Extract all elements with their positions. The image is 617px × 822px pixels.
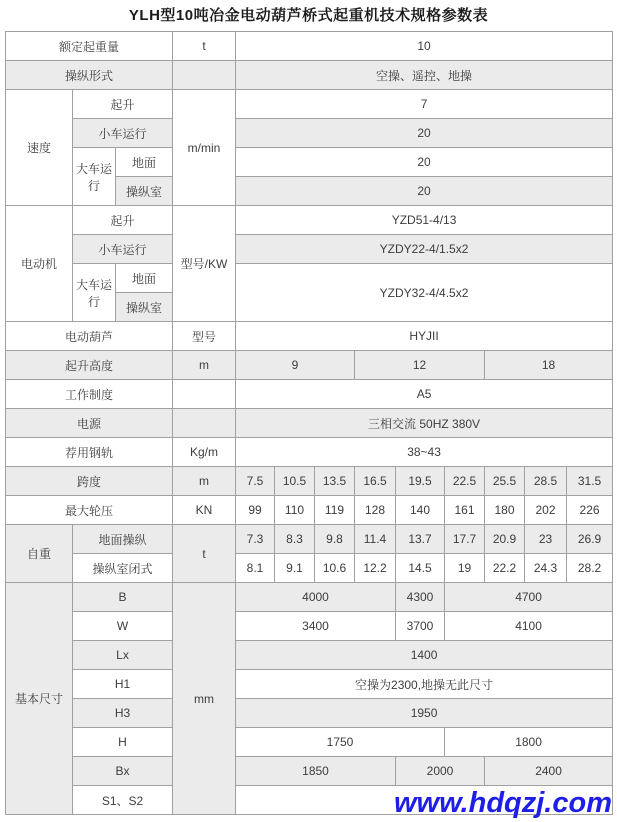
table-cell (173, 61, 236, 90)
table-cell: 地面 (116, 148, 173, 177)
table-cell: H3 (73, 699, 173, 728)
table-cell: 99 (236, 496, 275, 525)
table-cell: A5 (236, 380, 613, 409)
table-cell: 9.1 (275, 554, 315, 583)
table-cell (173, 380, 236, 409)
table-cell: 26.9 (567, 525, 613, 554)
table-cell: W (73, 612, 173, 641)
table-cell: 23 (525, 525, 567, 554)
table-cell: 电动葫芦 (6, 322, 173, 351)
table-cell: 10 (236, 32, 613, 61)
table-cell: 12.2 (355, 554, 396, 583)
table-cell: 1800 (445, 728, 613, 757)
table-cell: 1400 (236, 641, 613, 670)
table-row (6, 148, 613, 177)
table-row (6, 90, 613, 119)
spec-table (5, 31, 613, 815)
table-row (6, 728, 613, 757)
watermark-link[interactable]: www.hdqzj.com (393, 787, 612, 819)
table-cell: 22.5 (445, 467, 485, 496)
table-cell: 16.5 (355, 467, 396, 496)
table-cell: 小车运行 (73, 119, 173, 148)
table-cell: t (173, 32, 236, 61)
table-cell: 202 (525, 496, 567, 525)
table-row (6, 583, 613, 612)
table-row (6, 61, 613, 90)
table-cell: 空操、遥控、地操 (236, 61, 613, 90)
table-row (6, 757, 613, 786)
table-cell: 型号/KW (173, 206, 236, 322)
table-cell: 180 (485, 496, 525, 525)
table-cell: 大车运行 (73, 148, 116, 206)
table-cell: m (173, 351, 236, 380)
table-row (6, 32, 613, 61)
table-cell: 128 (355, 496, 396, 525)
table-cell: 1850 (236, 757, 396, 786)
table-cell: 161 (445, 496, 485, 525)
table-cell: 119 (315, 496, 355, 525)
table-row (6, 467, 613, 496)
table-cell: m/min (173, 90, 236, 206)
table-cell: 速度 (6, 90, 73, 206)
table-cell: 4700 (445, 583, 613, 612)
table-cell (173, 409, 236, 438)
table-cell: Lx (73, 641, 173, 670)
table-cell: Bx (73, 757, 173, 786)
table-cell: 110 (275, 496, 315, 525)
table-cell: KN (173, 496, 236, 525)
table-cell: mm (173, 583, 236, 815)
table-cell: 11.4 (355, 525, 396, 554)
table-cell: 22.2 (485, 554, 525, 583)
table-cell: 3400 (236, 612, 396, 641)
table-cell: 操纵形式 (6, 61, 173, 90)
table-cell: 10.5 (275, 467, 315, 496)
table-cell: 额定起重量 (6, 32, 173, 61)
table-row (6, 525, 613, 554)
table-cell: 3700 (396, 612, 445, 641)
table-cell: 1950 (236, 699, 613, 728)
table-cell: 荐用钢轨 (6, 438, 173, 467)
table-cell: 28.2 (567, 554, 613, 583)
table-cell: 20 (236, 177, 613, 206)
table-cell: 起升 (73, 206, 173, 235)
table-row (6, 641, 613, 670)
table-cell: 4000 (236, 583, 396, 612)
table-row (6, 554, 613, 583)
table-cell: 小车运行 (73, 235, 173, 264)
table-row (6, 699, 613, 728)
table-row (6, 409, 613, 438)
table-cell: 4100 (445, 612, 613, 641)
table-row (6, 612, 613, 641)
table-cell: 18 (485, 351, 613, 380)
table-cell: 大车运行 (73, 264, 116, 322)
table-cell: 起升 (73, 90, 173, 119)
table-cell: 24.3 (525, 554, 567, 583)
table-cell: 7 (236, 90, 613, 119)
spec-table-body (6, 32, 613, 815)
table-row (6, 322, 613, 351)
table-cell: 最大轮压 (6, 496, 173, 525)
table-cell: 226 (567, 496, 613, 525)
table-cell: 17.7 (445, 525, 485, 554)
page-title: YLH型10吨冶金电动葫芦桥式起重机技术规格参数表 (128, 7, 489, 24)
table-cell: 28.5 (525, 467, 567, 496)
table-cell: 1750 (236, 728, 445, 757)
table-cell: 基本尺寸 (6, 583, 73, 815)
table-cell: 三相交流 50HZ 380V (236, 409, 613, 438)
table-cell: YZDY22-4/1.5x2 (236, 235, 613, 264)
table-cell: YZDY32-4/4.5x2 (236, 264, 613, 322)
table-row (6, 438, 613, 467)
table-cell: 140 (396, 496, 445, 525)
table-cell: B (73, 583, 173, 612)
table-cell: 13.7 (396, 525, 445, 554)
table-row (6, 235, 613, 264)
table-cell: 9.8 (315, 525, 355, 554)
table-cell: 12 (355, 351, 485, 380)
table-cell: 自重 (6, 525, 73, 583)
table-cell: 7.5 (236, 467, 275, 496)
table-cell: 操纵室闭式 (73, 554, 173, 583)
table-cell: 9 (236, 351, 355, 380)
table-row (6, 380, 613, 409)
table-row (6, 119, 613, 148)
table-cell: 19 (445, 554, 485, 583)
table-cell: 地面操纵 (73, 525, 173, 554)
table-cell: Kg/m (173, 438, 236, 467)
table-cell: 跨度 (6, 467, 173, 496)
table-cell: 2000 (396, 757, 485, 786)
table-cell: 操纵室 (116, 177, 173, 206)
table-cell: 25.5 (485, 467, 525, 496)
table-cell: S1、S2 (73, 786, 173, 815)
table-row (6, 206, 613, 235)
table-cell: 20 (236, 148, 613, 177)
table-cell: 8.3 (275, 525, 315, 554)
table-cell: 2400 (485, 757, 613, 786)
table-cell: 4300 (396, 583, 445, 612)
table-cell: H (73, 728, 173, 757)
table-cell: t (173, 525, 236, 583)
table-cell: 19.5 (396, 467, 445, 496)
table-cell: H1 (73, 670, 173, 699)
table-row (6, 351, 613, 380)
table-cell: 起升高度 (6, 351, 173, 380)
table-cell: 操纵室 (116, 293, 173, 322)
table-cell: 8.1 (236, 554, 275, 583)
table-cell: m (173, 467, 236, 496)
table-cell: 型号 (173, 322, 236, 351)
table-cell: 电动机 (6, 206, 73, 322)
table-cell: HYJII (236, 322, 613, 351)
table-cell: 38~43 (236, 438, 613, 467)
table-cell: 13.5 (315, 467, 355, 496)
table-row (6, 496, 613, 525)
table-cell: 10.6 (315, 554, 355, 583)
table-cell: 20.9 (485, 525, 525, 554)
table-cell: 空操为2300,地操无此尺寸 (236, 670, 613, 699)
table-cell: 电源 (6, 409, 173, 438)
table-cell: 地面 (116, 264, 173, 293)
table-row (6, 264, 613, 293)
table-row (6, 670, 613, 699)
table-cell: 31.5 (567, 467, 613, 496)
table-cell: 工作制度 (6, 380, 173, 409)
table-cell: 20 (236, 119, 613, 148)
table-cell: 14.5 (396, 554, 445, 583)
table-cell: 7.3 (236, 525, 275, 554)
table-cell: YZD51-4/13 (236, 206, 613, 235)
